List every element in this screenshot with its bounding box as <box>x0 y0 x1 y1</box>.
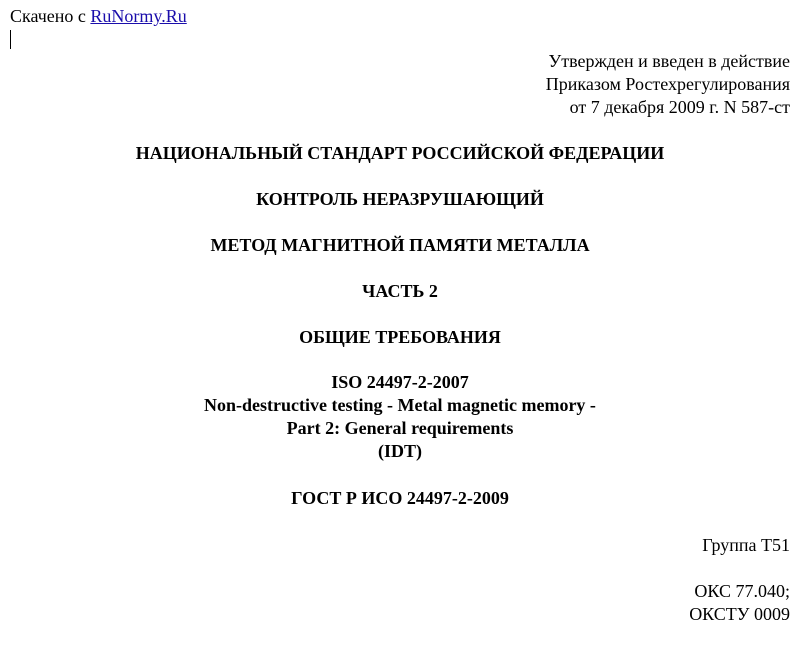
approval-line-3: от 7 декабря 2009 г. N 587-ст <box>569 97 790 117</box>
iso-code: ISO 24497-2-2007 <box>331 372 469 392</box>
iso-idt: (IDT) <box>378 441 422 461</box>
approval-line-1: Утвержден и введен в действие <box>548 51 790 71</box>
title-heading-1: КОНТРОЛЬ НЕРАЗРУШАЮЩИЙ <box>256 189 544 209</box>
approval-line-2: Приказом Ростехрегулирования <box>545 74 790 94</box>
approval-block <box>546 50 790 119</box>
source-prefix: Скачено с <box>10 6 91 26</box>
group-label: Группа Т51 <box>702 535 790 555</box>
source-line <box>10 5 187 28</box>
iso-title-line-1: Non-destructive testing - Metal magnetic memory - <box>204 395 596 415</box>
gost-code: ГОСТ Р ИСО 24497-2-2009 <box>291 488 509 508</box>
standard-type-heading: НАЦИОНАЛЬНЫЙ СТАНДАРТ РОССИЙСКОЙ ФЕДЕРАЦИИ <box>135 143 665 163</box>
iso-block <box>0 371 796 463</box>
runormy-link[interactable]: RuNormy.Ru <box>90 6 187 26</box>
part-heading: ЧАСТЬ 2 <box>362 281 438 301</box>
okstu-code: ОКСТУ 0009 <box>689 604 790 624</box>
text-cursor <box>10 30 11 49</box>
subtitle-heading: ОБЩИЕ ТРЕБОВАНИЯ <box>299 327 501 347</box>
title-heading-2: МЕТОД МАГНИТНОЙ ПАМЯТИ МЕТАЛЛА <box>210 235 590 255</box>
iso-title-line-2: Part 2: General requirements <box>286 418 514 438</box>
oks-code: ОКС 77.040; <box>694 581 790 601</box>
